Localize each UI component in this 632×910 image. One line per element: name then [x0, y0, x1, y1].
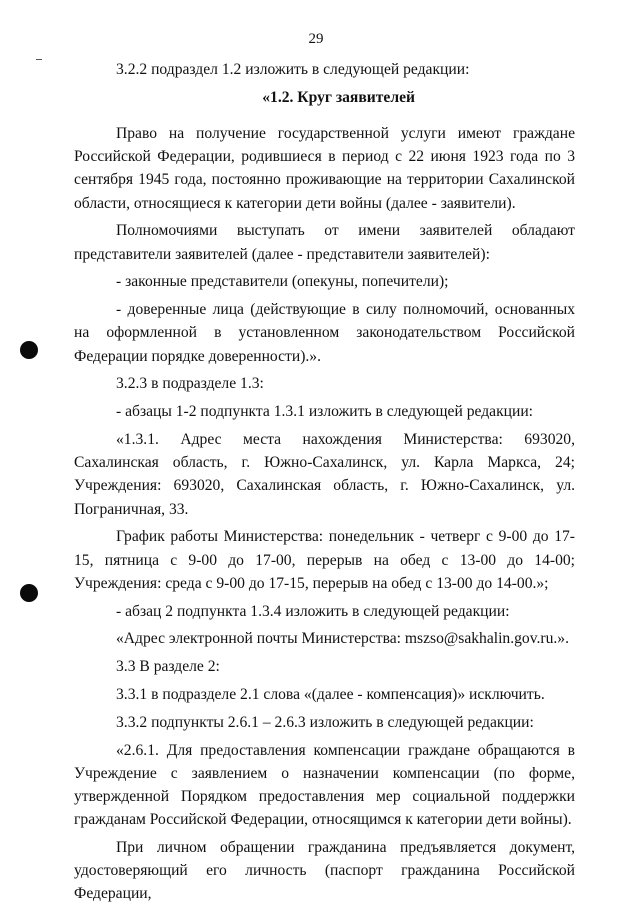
- paragraph: 3.2.3 в подразделе 1.3:: [116, 375, 264, 393]
- punch-hole-bottom: [20, 584, 38, 602]
- paragraph: 3.3.1 в подразделе 2.1 слова «(далее - компенсация)» исключить.: [116, 686, 545, 703]
- paragraph: 3.3.2 подпункты 2.6.1 – 2.6.3 изложить в следующей редакции:: [116, 713, 534, 731]
- punch-hole-top: [20, 341, 38, 359]
- paragraph: График работы Министерства: понедельник - четверг с 9-00 до 17-15, пятница с 9-00 до 17-00, перерыв на обед с 13-00 до 14-00; Учреждения: среда с 9-00 до 17-15, перерыв на обед с 13-00 до 14-00.»;: [74, 528, 575, 592]
- section-heading: «1.2. Круг заявителей: [262, 88, 415, 106]
- paragraph: При личном обращении гражданина предъявляется документ, удостоверяющий его личность (паспорт гражданина Российской Федерации,: [74, 839, 575, 903]
- paragraph: - абзацы 1-2 подпункта 1.3.1 изложить в следующей редакции:: [116, 403, 534, 421]
- paragraph: - законные представители (опекуны, попечители);: [116, 273, 449, 291]
- paragraph: - абзац 2 подпункта 1.3.4 изложить в следующей редакции:: [116, 602, 510, 620]
- scan-mark: [36, 59, 42, 60]
- paragraph: Полномочиями выступать от имени заявителей обладают представители заявителей (далее - представители заявителей):: [74, 222, 575, 263]
- paragraph: «1.3.1. Адрес места нахождения Министерства: 693020, Сахалинская область, г. Южно-Сахалинск, ул. Карла Маркса, 24; Учреждения: 693020, Сахалинская область, г. Южно-Сахалинск, ул. Пограничная, 33.: [74, 431, 575, 518]
- paragraph: «Адрес электронной почты Министерства: mszso@sakhalin.gov.ru.».: [116, 630, 569, 648]
- page-number: 29: [308, 31, 324, 47]
- paragraph: 3.2.2 подраздел 1.2 изложить в следующей редакции:: [116, 61, 470, 78]
- paragraph: «2.6.1. Для предоставления компенсации граждане обращаются в Учреждение с заявлением о назначении компенсации (по форме, утвержденной Порядком предоставления мер социальной поддержки гражданам Российской Федерации, относящимся к категории дети войны).: [74, 741, 575, 829]
- paragraph: 3.3 В разделе 2:: [116, 658, 220, 676]
- paragraph: Право на получение государственной услуги имеют граждане Российской Федерации, родившиеся в период с 22 июня 1923 года по 3 сентября 1945 года, постоянно проживающие на территории Сахалинской области, относящиеся к категории дети войны (далее - заявители).: [74, 125, 575, 212]
- document-body: [74, 58, 575, 910]
- paragraph: - доверенные лица (действующие в силу полномочий, основанных на оформленной в установленном законодательством Российской Федерации порядке доверенности).».: [74, 301, 575, 365]
